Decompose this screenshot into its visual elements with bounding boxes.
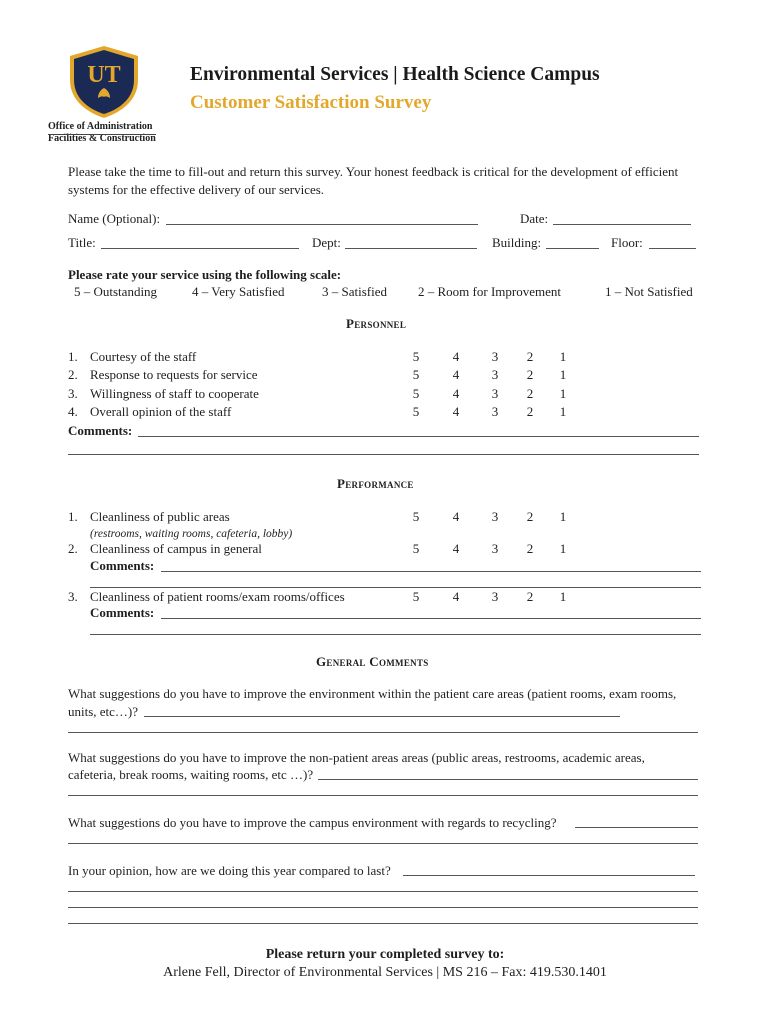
- rating-option: 3: [491, 589, 499, 604]
- answer-year-comparison-4[interactable]: [68, 923, 698, 924]
- rating-option: 5: [412, 349, 420, 364]
- floor-field[interactable]: [649, 248, 696, 249]
- rating-option: 4: [452, 367, 460, 382]
- rating-option: 4: [452, 349, 460, 364]
- answer-patient-areas[interactable]: [144, 716, 620, 717]
- scale-item: 5 – Outstanding: [74, 284, 158, 299]
- section-heading-personnel: Personnel: [346, 316, 407, 331]
- logo-text: UT: [87, 62, 121, 88]
- answer-recycling[interactable]: [575, 827, 698, 828]
- title-field[interactable]: [101, 248, 299, 249]
- question-recycling: What suggestions do you have to improve the campus environment with regards to recycling?: [68, 815, 557, 830]
- rating-option: 4: [452, 589, 460, 604]
- page-subtitle: Customer Satisfaction Survey: [190, 92, 432, 113]
- personnel-comments-field-2[interactable]: [68, 454, 699, 455]
- rating-option: 2: [526, 509, 534, 524]
- answer-non-patient-areas[interactable]: [318, 779, 698, 780]
- scale-item: 3 – Satisfied: [322, 284, 387, 299]
- scale-item: 4 – Very Satisfied: [192, 284, 285, 299]
- rating-option: 3: [491, 367, 499, 382]
- scale-heading: Please rate your service using the following scale:: [68, 267, 342, 282]
- rating-option: 3: [491, 386, 499, 401]
- date-label: Date:: [520, 211, 549, 226]
- rating-option: 3: [491, 349, 499, 364]
- rating-option: 2: [526, 404, 534, 419]
- rating-option: 2: [526, 589, 534, 604]
- building-label: Building:: [492, 235, 542, 250]
- rating-option: 4: [452, 386, 460, 401]
- rating-option: 1: [559, 541, 567, 556]
- performance-comments-field-2[interactable]: [90, 587, 701, 588]
- scale-item: 2 – Room for Improvement: [418, 284, 561, 299]
- office-name: Office of Administration Facilities & Construction: [48, 121, 156, 144]
- name-label: Name (Optional):: [68, 211, 161, 226]
- section-heading-general-comments: General Comments: [316, 654, 429, 669]
- return-instructions: Please return your completed survey to:: [265, 947, 505, 962]
- rating-option: 5: [412, 509, 420, 524]
- performance-comments-label: Comments:: [90, 605, 155, 620]
- performance-comments-field-4[interactable]: [90, 634, 701, 635]
- rating-option: 5: [412, 367, 420, 382]
- performance-comments-field[interactable]: [161, 571, 701, 572]
- rating-option: 1: [559, 404, 567, 419]
- question-year-comparison: In your opinion, how are we doing this year compared to last?: [68, 863, 391, 878]
- answer-patient-areas-2[interactable]: [68, 732, 698, 733]
- rating-option: 3: [491, 509, 499, 524]
- rating-option: 2: [526, 349, 534, 364]
- rating-option: 3: [491, 404, 499, 419]
- rating-option: 2: [526, 541, 534, 556]
- question-non-patient-areas-cont: cafeteria, break rooms, waiting rooms, etc …)?: [68, 767, 314, 782]
- performance-item-note: (restrooms, waiting rooms, cafeteria, lobby): [90, 528, 293, 540]
- question-non-patient-areas: What suggestions do you have to improve the non-patient areas areas (public areas, restrooms, academic areas,: [68, 750, 645, 765]
- question-patient-areas-cont: units, etc…)?: [68, 704, 139, 719]
- rating-option: 1: [559, 367, 567, 382]
- performance-comments-label: Comments:: [90, 558, 155, 573]
- rating-option: 5: [412, 386, 420, 401]
- personnel-comments-label: Comments:: [68, 423, 133, 438]
- section-heading-performance: Performance: [337, 476, 414, 491]
- performance-comments-field-3[interactable]: [161, 618, 701, 619]
- rating-option: 2: [526, 386, 534, 401]
- ut-shield-logo: [66, 44, 142, 120]
- intro-paragraph: Please take the time to fill-out and return this survey. Your honest feedback is critical for the development of efficient systems for the effective delivery of our services.: [68, 164, 679, 197]
- date-field[interactable]: [553, 224, 691, 225]
- rating-option: 5: [412, 404, 420, 419]
- rating-option: 5: [412, 589, 420, 604]
- personnel-comments-field[interactable]: [138, 436, 699, 437]
- office-rule: [48, 134, 156, 135]
- rating-option: 4: [452, 541, 460, 556]
- page-title: Environmental Services | Health Science Campus: [190, 64, 600, 85]
- answer-year-comparison[interactable]: [403, 875, 695, 876]
- rating-option: 2: [526, 367, 534, 382]
- return-contact: Arlene Fell, Director of Environmental Services | MS 216 – Fax: 419.530.1401: [163, 965, 607, 980]
- answer-year-comparison-3[interactable]: [68, 907, 698, 908]
- rating-option: 1: [559, 386, 567, 401]
- rating-option: 1: [559, 349, 567, 364]
- question-patient-areas: What suggestions do you have to improve the environment within the patient care areas (patient rooms, exam rooms,: [68, 686, 677, 701]
- answer-year-comparison-2[interactable]: [68, 891, 698, 892]
- floor-label: Floor:: [611, 235, 643, 250]
- answer-non-patient-areas-2[interactable]: [68, 795, 698, 796]
- dept-label: Dept:: [312, 235, 341, 250]
- rating-option: 4: [452, 404, 460, 419]
- name-field[interactable]: [166, 224, 478, 225]
- rating-option: 3: [491, 541, 499, 556]
- rating-option: 5: [412, 541, 420, 556]
- rating-option: 4: [452, 509, 460, 524]
- title-label: Title:: [68, 235, 96, 250]
- rating-option: 1: [559, 589, 567, 604]
- dept-field[interactable]: [345, 248, 477, 249]
- rating-option: 1: [559, 509, 567, 524]
- building-field[interactable]: [546, 248, 599, 249]
- scale-item: 1 – Not Satisfied: [605, 284, 693, 299]
- answer-recycling-2[interactable]: [68, 843, 698, 844]
